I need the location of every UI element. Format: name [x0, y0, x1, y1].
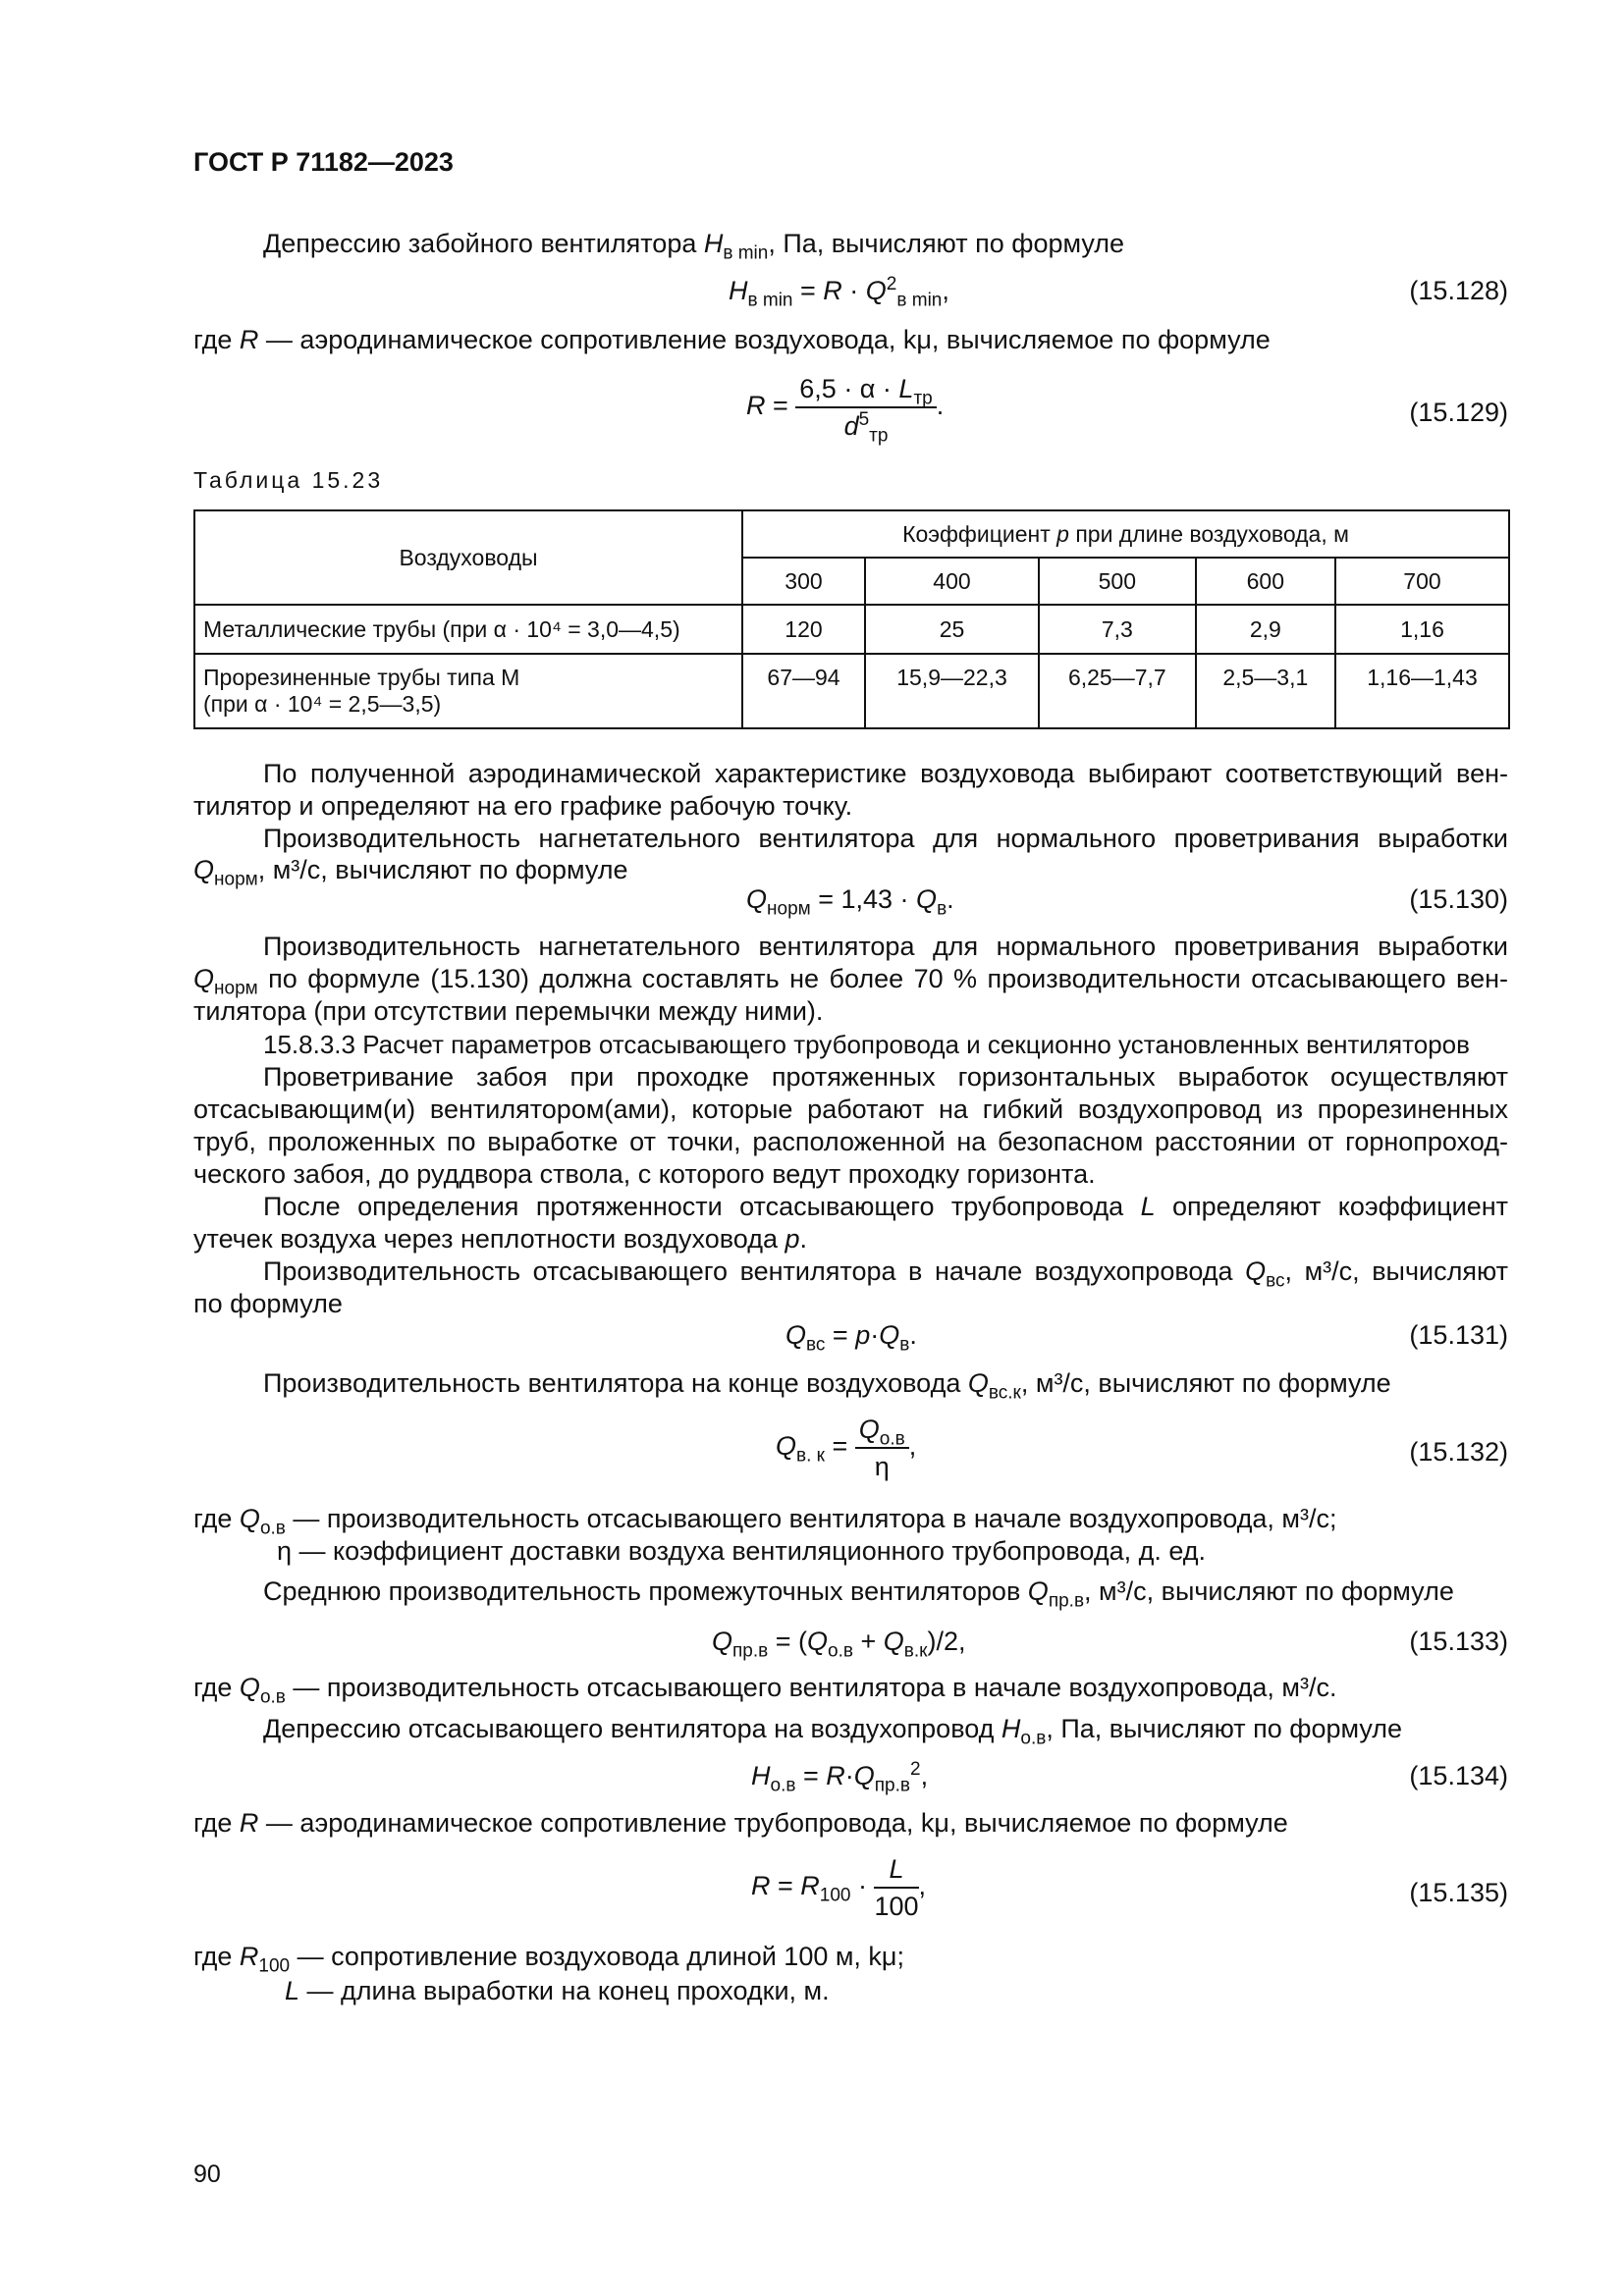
equation-number: (15.132) — [1409, 1437, 1508, 1467]
paragraph-line: тилятора (при отсутствии перемычки между ними). — [193, 996, 824, 1026]
page-number: 90 — [193, 2161, 221, 2188]
length-header: 400 — [865, 558, 1039, 605]
length-header: 600 — [1196, 558, 1335, 605]
row-label: Прорезиненные трубы типа М (при α · 10⁴ = 2,5—3,5) — [194, 654, 742, 728]
equation-number: (15.133) — [1409, 1627, 1508, 1656]
table-15-23 — [193, 509, 1510, 729]
group-header: Коэффициент p при длине воздуховода, м — [742, 510, 1509, 558]
cell: 25 — [865, 605, 1039, 654]
paragraph-line: Производительность нагнетательного вентилятора для нормального проветривания выработки — [263, 824, 1508, 853]
cell: 2,9 — [1196, 605, 1335, 654]
equation-number: (15.130) — [1409, 884, 1508, 914]
paragraph-line: труб, проложенных по выработке от точки, расположенной на безопасном расстоянии от горнопроход- — [193, 1127, 1508, 1156]
paragraph-where-r: где R — аэродинамическое сопротивление воздуховода, kμ, вычисляемое по формуле — [193, 325, 1271, 354]
equation-number: (15.129) — [1409, 398, 1508, 427]
equation-number: (15.134) — [1409, 1761, 1508, 1790]
formula-15-131: $Q_{вс} = p\cdot Q_в$. — [785, 1320, 917, 1356]
cell: 7,3 — [1039, 605, 1196, 654]
formula-15-132: $Q_{в. к}$ = $\frac{Q_{о.в}}{\eta}$ , — [776, 1415, 917, 1481]
paragraph-line: После определения протяженности отсасывающего трубопровода L определяют коэффициент — [263, 1192, 1509, 1221]
paragraph-where-eta: η — коэффициент доставки воздуха вентиляционного трубопровода, д. ед. — [277, 1536, 1207, 1566]
paragraph-where-r100: где $R_{100}$ — сопротивление воздуховода длиной 100 м, kμ; — [193, 1942, 904, 1977]
cell: 2,5—3,1 — [1196, 654, 1335, 728]
paragraph-line: ческого забоя, до руддвора ствола, с которого ведут проходку горизонта. — [193, 1159, 1096, 1189]
formula-15-135: $R = R_{100}$ · $\frac{L}{100}$ , — [751, 1854, 927, 1921]
paragraph-line: утечек воздуха через неплотности воздуховода p. — [193, 1224, 808, 1254]
formula-15-128: $H_{в min} = R \cdot Q^2_{в min}$, — [729, 274, 949, 311]
length-header: 500 — [1039, 558, 1196, 605]
formula-15-130: $Q_{норм} = 1,43 \cdot Q_в$. — [746, 884, 954, 920]
length-header: 300 — [742, 558, 865, 605]
paragraph-line: Депрессию отсасывающего вентилятора на воздухопровод $H_{о.в}$, Па, вычисляют по формуле — [263, 1714, 1403, 1749]
formula-15-134: $H_{о.в} = R\cdot Q_{пр.в}^2$, — [751, 1759, 929, 1796]
cell: 1,16—1,43 — [1335, 654, 1509, 728]
document-header: ГОСТ Р 71182—2023 — [193, 147, 454, 177]
cell: 120 — [742, 605, 865, 654]
paragraph-depression: Депрессию забойного вентилятора $H_{в min}$, Па, вычисляют по формуле — [263, 229, 1125, 264]
paragraph-where-qov2: где $Q_{о.в}$ — производительность отсасывающего вентилятора в начале воздухопровода, м³/с. — [193, 1673, 1337, 1708]
cell: 6,25—7,7 — [1039, 654, 1196, 728]
paragraph-line: Среднюю производительность промежуточных вентиляторов $Q_{пр.в}$, м³/с, вычисляют по формуле — [263, 1576, 1454, 1612]
table-row — [194, 654, 1509, 728]
equation-number: (15.131) — [1409, 1320, 1508, 1350]
section-heading: 15.8.3.3 Расчет параметров отсасывающего трубопровода и секционно установленных вентиляторов — [263, 1030, 1470, 1059]
paragraph-line: $Q_{норм}$ по формуле (15.130) должна составлять не более 70 % производительности отсасывающего вен- — [193, 964, 1508, 999]
paragraph-where-l: L — длина выработки на конец проходки, м. — [285, 1976, 830, 2005]
equation-number: (15.128) — [1409, 276, 1508, 305]
table-title: Таблица 15.23 — [193, 467, 384, 493]
paragraph-line: Производительность вентилятора на конце воздуховода $Q_{вс.к}$, м³/с, вычисляют по формуле — [263, 1368, 1391, 1404]
paragraph-line: Производительность нагнетательного вентилятора для нормального проветривания выработки — [263, 932, 1508, 961]
length-header: 700 — [1335, 558, 1509, 605]
paragraph-line: $Q_{норм}$, м³/с, вычисляют по формуле — [193, 855, 628, 890]
row-label: Металлические трубы (при α · 10⁴ = 3,0—4,5) — [194, 605, 742, 654]
paragraph-line: По полученной аэродинамической характеристике воздуховода выбирают соответствующий вен- — [263, 759, 1508, 788]
paragraph-line: по формуле — [193, 1289, 343, 1318]
paragraph-line: Производительность отсасывающего вентилятора в начале воздухопровода $Q_{вс}$, м³/с, вычисляют — [263, 1256, 1509, 1292]
column-header: Воздуховоды — [194, 510, 742, 605]
cell: 15,9—22,3 — [865, 654, 1039, 728]
table-row — [194, 605, 1509, 654]
paragraph-line: тилятор и определяют на его графике рабочую точку. — [193, 791, 853, 821]
formula-15-133: $Q_{пр.в} = (Q_{о.в} + Q_{в.к})/2$, — [712, 1627, 966, 1662]
cell: 1,16 — [1335, 605, 1509, 654]
paragraph-line: отсасывающим(и) вентилятором(ами), которые работают на гибкий воздухопровод из прорезиненных — [193, 1095, 1508, 1124]
paragraph-where-qov: где $Q_{о.в}$ — производительность отсасывающего вентилятора в начале воздухопровода, м³/с; — [193, 1504, 1337, 1539]
equation-number: (15.135) — [1409, 1878, 1508, 1907]
paragraph-where-r2: где R — аэродинамическое сопротивление трубопровода, kμ, вычисляемое по формуле — [193, 1808, 1288, 1838]
paragraph-line: Проветривание забоя при проходке протяженных горизонтальных выработок осуществляют — [263, 1062, 1508, 1092]
cell: 67—94 — [742, 654, 865, 728]
formula-15-129: R = $\frac{6,5 \cdot \alpha \cdot L_{тр}}{d^5_{тр}}$ . — [746, 374, 945, 447]
